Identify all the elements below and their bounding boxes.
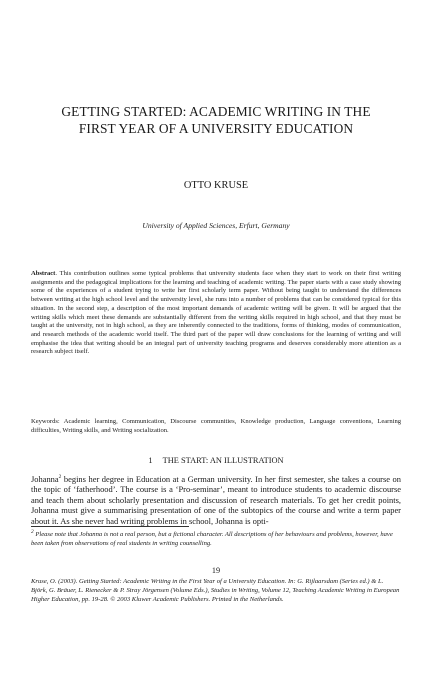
section-title: THE START: AN ILLUSTRATION (162, 456, 284, 465)
body-text: begins her degree in Education at a German university. In her first semester, she takes a course on the topic of ‘fatherhood’. The course is a ‘Pro-seminar’, meant to introduce students to academic discourse and teach them about scholarly presentation and discussion of research materials. To get her credit points, Johanna must give a summarising presentation of one of the subtopics of the course and write a term paper about it. As she never had writing problems in school, Johanna is opti- (31, 474, 401, 526)
footnote-reference: 2 (58, 474, 62, 481)
citation: Kruse, O. (2003). Getting Started: Academic Writing in the First Year of a University Education. In: G. Rijlaarsdam (Series ed.) & L. Björk, G. Bräuer, L. Rienecker & P. Stray Jörgensen (Volume Eds.), Studies in Writing, Volume 12, Teaching Academic Writing in European Higher Education, pp. 19-28. © 2003 Kluwer Academic Publishers. Printed in the Netherlands. (31, 578, 400, 604)
page-number: 19 (211, 566, 221, 575)
abstract (31, 270, 401, 357)
footnote-text: Please note that Johanna is not a real person, but a fictional character. All descriptions of her behaviours and problems, however, have been taken from observations of real students in writing counselling. (31, 531, 393, 547)
abstract-label: Abstract (31, 270, 56, 277)
abstract-text: . This contribution outlines some typical problems that university students face when they start to work on their first writing assignments and the pedagogical implications for the learning and teaching of academic writing. The paper starts with a case study showing some of the experiences of a student trying to write her first scholarly term paper. Without being taught to understand the differences between writing at the high school level and the university level, she runs into a number of problems that can be considered typical for this situation. In the second step, a description of the most important demands of academic writing will be given. It will be argued that the writing skills which meet these demands are substantially different from the writing skills required in high school, and that they must be taught at the university, not in high school, as they are inherently connected to the traditions, forms of thinking, modes of communication, and research methods of the academic world itself. The third part of the paper will draw conclusions for the learning of writing and will emphasise the idea that writing should be an integral part of university teaching programs and deserves considerably more attention as a research subject itself. (31, 270, 401, 356)
author-affiliation: University of Applied Sciences, Erfurt, Germany (142, 221, 290, 230)
section-heading (0, 456, 432, 465)
footnote-rule (31, 526, 189, 527)
body-name: Johanna (31, 474, 59, 484)
title-line-1: GETTING STARTED: ACADEMIC WRITING IN THE (61, 104, 371, 119)
footnote (31, 530, 401, 548)
author-name: OTTO KRUSE (183, 180, 249, 191)
paper-title (40, 103, 392, 137)
title-line-2: FIRST YEAR OF A UNIVERSITY EDUCATION (78, 121, 354, 136)
section-number: 1 (148, 456, 153, 465)
footnote-mark: 2 (31, 528, 34, 535)
keywords: Keywords: Academic learning, Communication, Discourse communities, Knowledge production, Language conventions, Learning difficulties, Writing skills, and Writing socialization. (31, 418, 401, 434)
body-paragraph (31, 474, 401, 526)
